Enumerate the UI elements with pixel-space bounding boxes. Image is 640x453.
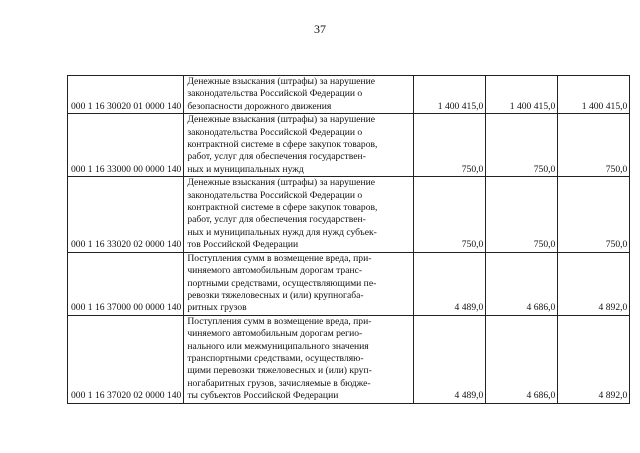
table-row xyxy=(68,76,630,114)
revenue-name-text: Денежные взыскания (штрафы) за нарушение законодательства Российской Федерации о контрактной системе в сфере закупок товаров, работ, услуг для обеспечения государствен- ных и муниципальных нужд для нужд субъек- тов Российской Федерации xyxy=(187,177,378,251)
amount-year3-cell: 4 892,0 xyxy=(558,315,630,403)
amount-year3-cell: 750,0 xyxy=(558,114,630,177)
amount-year1-cell: 4 489,0 xyxy=(414,315,486,403)
budget-revenue-table xyxy=(67,75,630,404)
revenue-name-text: Денежные взыскания (штрафы) за нарушение законодательства Российской Федерации о безопасности дорожного движения xyxy=(187,76,376,112)
revenue-name-text: Денежные взыскания (штрафы) за нарушение законодательства Российской Федерации о контрактной системе в сфере закупок товаров, работ, услуг для обеспечения государствен- ных и муниципальных нужд xyxy=(187,114,378,175)
amount-year1-cell: 4 489,0 xyxy=(414,252,486,315)
amount-year3-cell: 1 400 415,0 xyxy=(558,76,630,114)
revenue-name-cell xyxy=(184,177,414,252)
budget-code-cell: 000 1 16 37020 02 0000 140 xyxy=(68,315,184,403)
table-row xyxy=(68,252,630,315)
amount-year2-cell: 4 686,0 xyxy=(486,252,558,315)
amount-year3-cell: 750,0 xyxy=(558,177,630,252)
revenue-name-cell xyxy=(184,76,414,114)
amount-year2-cell: 750,0 xyxy=(486,114,558,177)
page-number: 37 xyxy=(314,22,326,36)
amount-year1-cell: 750,0 xyxy=(414,114,486,177)
amount-year1-cell: 1 400 415,0 xyxy=(414,76,486,114)
revenue-name-cell xyxy=(184,315,414,403)
amount-year2-cell: 4 686,0 xyxy=(486,315,558,403)
revenue-name-cell xyxy=(184,114,414,177)
amount-year2-cell: 1 400 415,0 xyxy=(486,76,558,114)
revenue-name-cell xyxy=(184,252,414,315)
budget-code-cell: 000 1 16 37000 00 0000 140 xyxy=(68,252,184,315)
budget-code-cell: 000 1 16 33000 00 0000 140 xyxy=(68,114,184,177)
revenue-name-text: Поступления сумм в возмещение вреда, при- чиняемого автомобильным дорогам регио- нального или межмуниципального значения транспортными средствами, осуществляю- щими перевозки тяжеловесных и (или) круп- ногабаритных грузов, зачисляемые в бюдже- ты субъектов Российской Федерации xyxy=(187,315,372,402)
amount-year1-cell: 750,0 xyxy=(414,177,486,252)
table-row xyxy=(68,177,630,252)
amount-year2-cell: 750,0 xyxy=(486,177,558,252)
table-row xyxy=(68,114,630,177)
budget-code-cell: 000 1 16 30020 01 0000 140 xyxy=(68,76,184,114)
amount-year3-cell: 4 892,0 xyxy=(558,252,630,315)
budget-code-cell: 000 1 16 33020 02 0000 140 xyxy=(68,177,184,252)
table-row xyxy=(68,315,630,403)
revenue-name-text: Поступления сумм в возмещение вреда, при- чиняемого автомобильным дорогам транс- портными средствами, осуществляющими пе- ревозки тяжеловесных и (или) крупногаба- ритных грузов xyxy=(187,252,377,314)
